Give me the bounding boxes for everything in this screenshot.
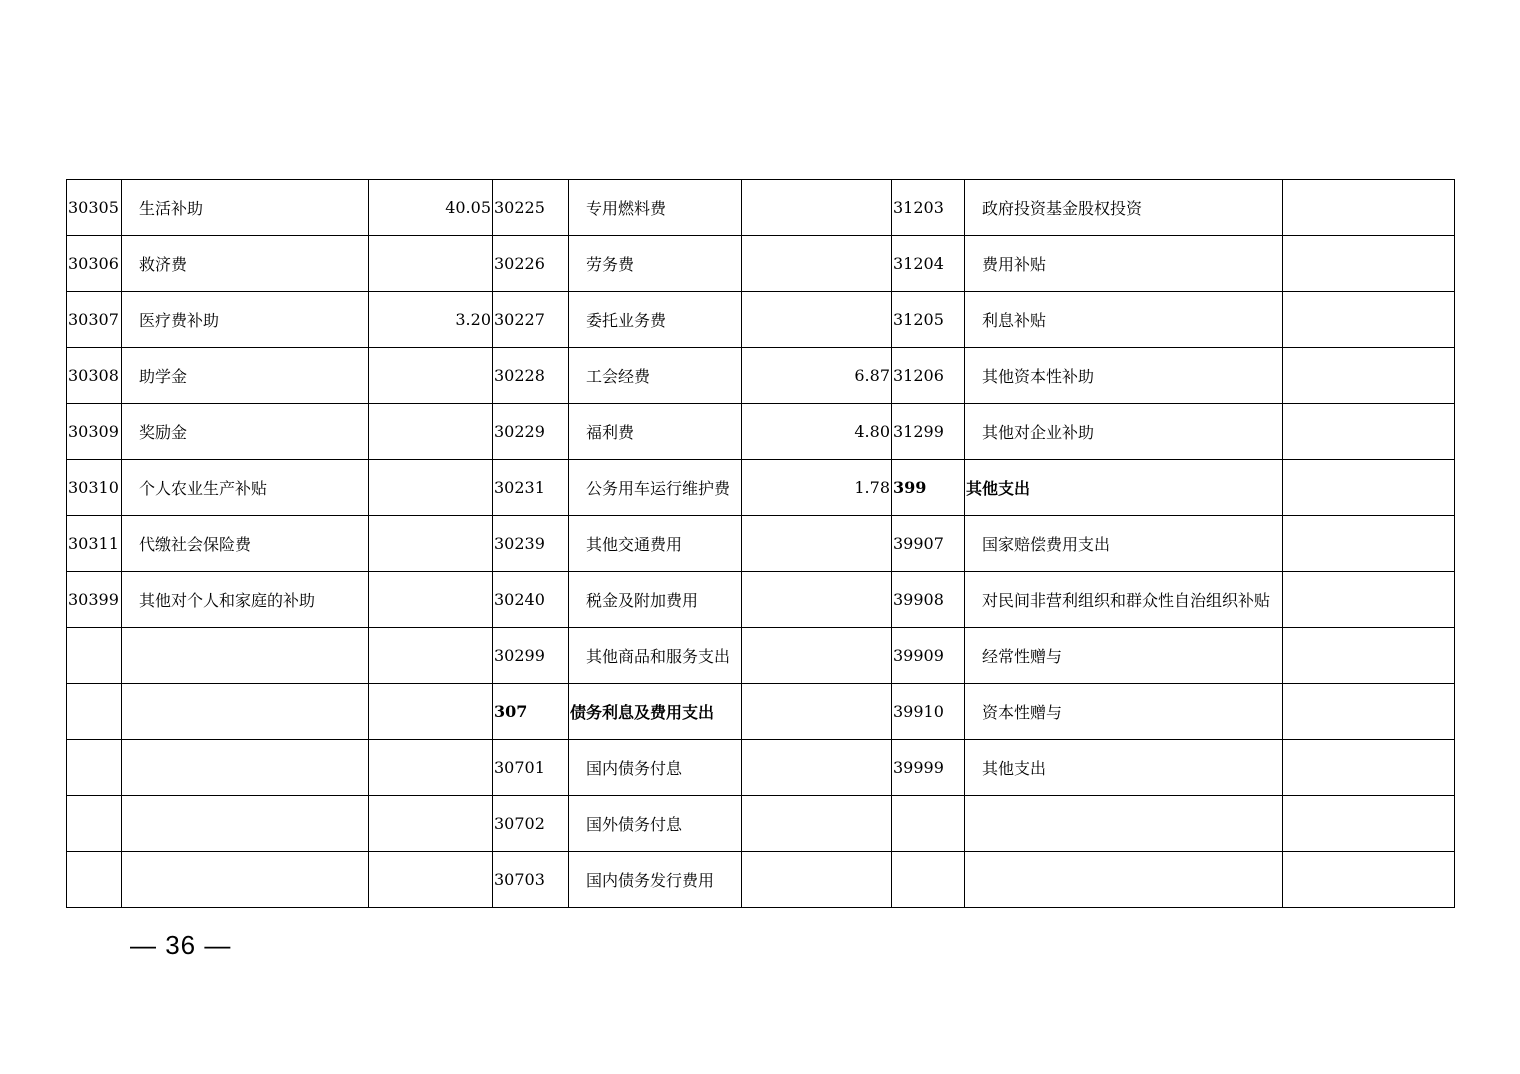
item-amount-cell xyxy=(742,236,892,292)
item-code-cell xyxy=(892,796,965,852)
page-number: — 36 — xyxy=(130,930,232,960)
item-code-cell: 31299 xyxy=(892,404,965,460)
item-name-cell: 福利费 xyxy=(569,404,742,460)
item-code-cell: 39907 xyxy=(892,516,965,572)
item-amount-cell xyxy=(369,236,493,292)
table-body xyxy=(67,180,1455,908)
item-code-cell xyxy=(67,740,122,796)
item-code-cell: 30227 xyxy=(493,292,569,348)
item-code-cell: 30703 xyxy=(493,852,569,908)
item-amount-cell xyxy=(1283,180,1455,236)
item-name-cell: 劳务费 xyxy=(569,236,742,292)
item-amount-cell xyxy=(742,516,892,572)
item-amount-cell xyxy=(1283,572,1455,628)
item-amount-cell xyxy=(369,404,493,460)
item-code-cell: 30228 xyxy=(493,348,569,404)
item-amount-cell xyxy=(1283,628,1455,684)
item-amount-cell xyxy=(742,292,892,348)
item-name-cell: 对民间非营利组织和群众性自治组织补贴 xyxy=(965,572,1283,628)
item-amount-cell xyxy=(1283,348,1455,404)
item-code-cell: 39908 xyxy=(892,572,965,628)
item-amount-cell xyxy=(369,348,493,404)
item-name-cell xyxy=(122,796,369,852)
item-amount-cell xyxy=(742,628,892,684)
item-name-cell: 奖励金 xyxy=(122,404,369,460)
table-row xyxy=(67,852,1455,908)
table-row xyxy=(67,348,1455,404)
item-name-cell: 其他资本性补助 xyxy=(965,348,1283,404)
item-code-cell: 31205 xyxy=(892,292,965,348)
item-amount-cell xyxy=(1283,292,1455,348)
item-name-cell: 国家赔偿费用支出 xyxy=(965,516,1283,572)
item-name-cell: 债务利息及费用支出 xyxy=(569,684,742,740)
item-amount-cell xyxy=(742,852,892,908)
item-amount-cell xyxy=(369,796,493,852)
table-row xyxy=(67,796,1455,852)
item-name-cell: 费用补贴 xyxy=(965,236,1283,292)
item-amount-cell xyxy=(369,740,493,796)
item-name-cell xyxy=(122,684,369,740)
item-name-cell: 税金及附加费用 xyxy=(569,572,742,628)
item-code-cell: 39999 xyxy=(892,740,965,796)
item-code-cell xyxy=(67,684,122,740)
item-amount-cell xyxy=(369,572,493,628)
item-code-cell: 39909 xyxy=(892,628,965,684)
item-code-cell: 30311 xyxy=(67,516,122,572)
item-amount-cell xyxy=(369,684,493,740)
item-name-cell: 代缴社会保险费 xyxy=(122,516,369,572)
item-code-cell: 31204 xyxy=(892,236,965,292)
item-name-cell xyxy=(965,852,1283,908)
item-name-cell: 生活补助 xyxy=(122,180,369,236)
item-name-cell: 资本性赠与 xyxy=(965,684,1283,740)
table-row xyxy=(67,572,1455,628)
item-amount-cell xyxy=(742,180,892,236)
item-amount-cell xyxy=(1283,684,1455,740)
item-name-cell: 国内债务发行费用 xyxy=(569,852,742,908)
item-name-cell: 经常性赠与 xyxy=(965,628,1283,684)
item-code-cell: 307 xyxy=(493,684,569,740)
table-row xyxy=(67,684,1455,740)
item-code-cell: 30702 xyxy=(493,796,569,852)
item-name-cell: 救济费 xyxy=(122,236,369,292)
table-row xyxy=(67,292,1455,348)
item-name-cell: 其他支出 xyxy=(965,740,1283,796)
item-code-cell: 30229 xyxy=(493,404,569,460)
table-row xyxy=(67,628,1455,684)
item-amount-cell xyxy=(742,684,892,740)
item-code-cell: 30399 xyxy=(67,572,122,628)
item-name-cell: 利息补贴 xyxy=(965,292,1283,348)
item-amount-cell: 1.78 xyxy=(742,460,892,516)
table-row xyxy=(67,180,1455,236)
item-amount-cell xyxy=(742,796,892,852)
item-name-cell: 其他支出 xyxy=(965,460,1283,516)
budget-table xyxy=(66,179,1455,908)
item-amount-cell: 3.20 xyxy=(369,292,493,348)
item-amount-cell: 6.87 xyxy=(742,348,892,404)
item-name-cell: 其他对个人和家庭的补助 xyxy=(122,572,369,628)
item-name-cell: 个人农业生产补贴 xyxy=(122,460,369,516)
table-row xyxy=(67,460,1455,516)
item-code-cell: 30308 xyxy=(67,348,122,404)
item-code-cell: 30309 xyxy=(67,404,122,460)
item-code-cell xyxy=(892,852,965,908)
item-amount-cell xyxy=(1283,460,1455,516)
item-code-cell: 30226 xyxy=(493,236,569,292)
item-amount-cell xyxy=(1283,236,1455,292)
table-row xyxy=(67,740,1455,796)
item-code-cell xyxy=(67,796,122,852)
item-code-cell: 31203 xyxy=(892,180,965,236)
item-name-cell xyxy=(965,796,1283,852)
item-code-cell xyxy=(67,628,122,684)
item-name-cell: 委托业务费 xyxy=(569,292,742,348)
item-name-cell: 医疗费补助 xyxy=(122,292,369,348)
item-name-cell: 其他对企业补助 xyxy=(965,404,1283,460)
item-code-cell: 30310 xyxy=(67,460,122,516)
item-name-cell: 国外债务付息 xyxy=(569,796,742,852)
item-amount-cell xyxy=(1283,516,1455,572)
item-code-cell: 31206 xyxy=(892,348,965,404)
item-amount-cell xyxy=(1283,796,1455,852)
table-row xyxy=(67,516,1455,572)
item-amount-cell xyxy=(369,516,493,572)
item-code-cell: 30701 xyxy=(493,740,569,796)
item-code-cell: 30240 xyxy=(493,572,569,628)
item-amount-cell xyxy=(369,460,493,516)
item-amount-cell xyxy=(1283,740,1455,796)
item-amount-cell xyxy=(1283,404,1455,460)
item-amount-cell xyxy=(369,852,493,908)
item-amount-cell xyxy=(742,740,892,796)
item-name-cell: 国内债务付息 xyxy=(569,740,742,796)
item-name-cell: 其他交通费用 xyxy=(569,516,742,572)
item-name-cell: 其他商品和服务支出 xyxy=(569,628,742,684)
item-name-cell: 工会经费 xyxy=(569,348,742,404)
item-name-cell: 政府投资基金股权投资 xyxy=(965,180,1283,236)
item-name-cell: 专用燃料费 xyxy=(569,180,742,236)
item-amount-cell xyxy=(1283,852,1455,908)
item-code-cell: 30307 xyxy=(67,292,122,348)
table-row xyxy=(67,236,1455,292)
item-name-cell: 公务用车运行维护费 xyxy=(569,460,742,516)
item-amount-cell xyxy=(369,628,493,684)
item-code-cell: 399 xyxy=(892,460,965,516)
item-code-cell: 30239 xyxy=(493,516,569,572)
item-code-cell xyxy=(67,852,122,908)
item-amount-cell xyxy=(742,572,892,628)
item-amount-cell: 4.80 xyxy=(742,404,892,460)
item-code-cell: 30306 xyxy=(67,236,122,292)
item-code-cell: 30231 xyxy=(493,460,569,516)
item-name-cell xyxy=(122,852,369,908)
item-code-cell: 30305 xyxy=(67,180,122,236)
item-code-cell: 30299 xyxy=(493,628,569,684)
item-name-cell: 助学金 xyxy=(122,348,369,404)
table-row xyxy=(67,404,1455,460)
item-amount-cell: 40.05 xyxy=(369,180,493,236)
item-code-cell: 30225 xyxy=(493,180,569,236)
item-name-cell xyxy=(122,740,369,796)
item-name-cell xyxy=(122,628,369,684)
item-code-cell: 39910 xyxy=(892,684,965,740)
